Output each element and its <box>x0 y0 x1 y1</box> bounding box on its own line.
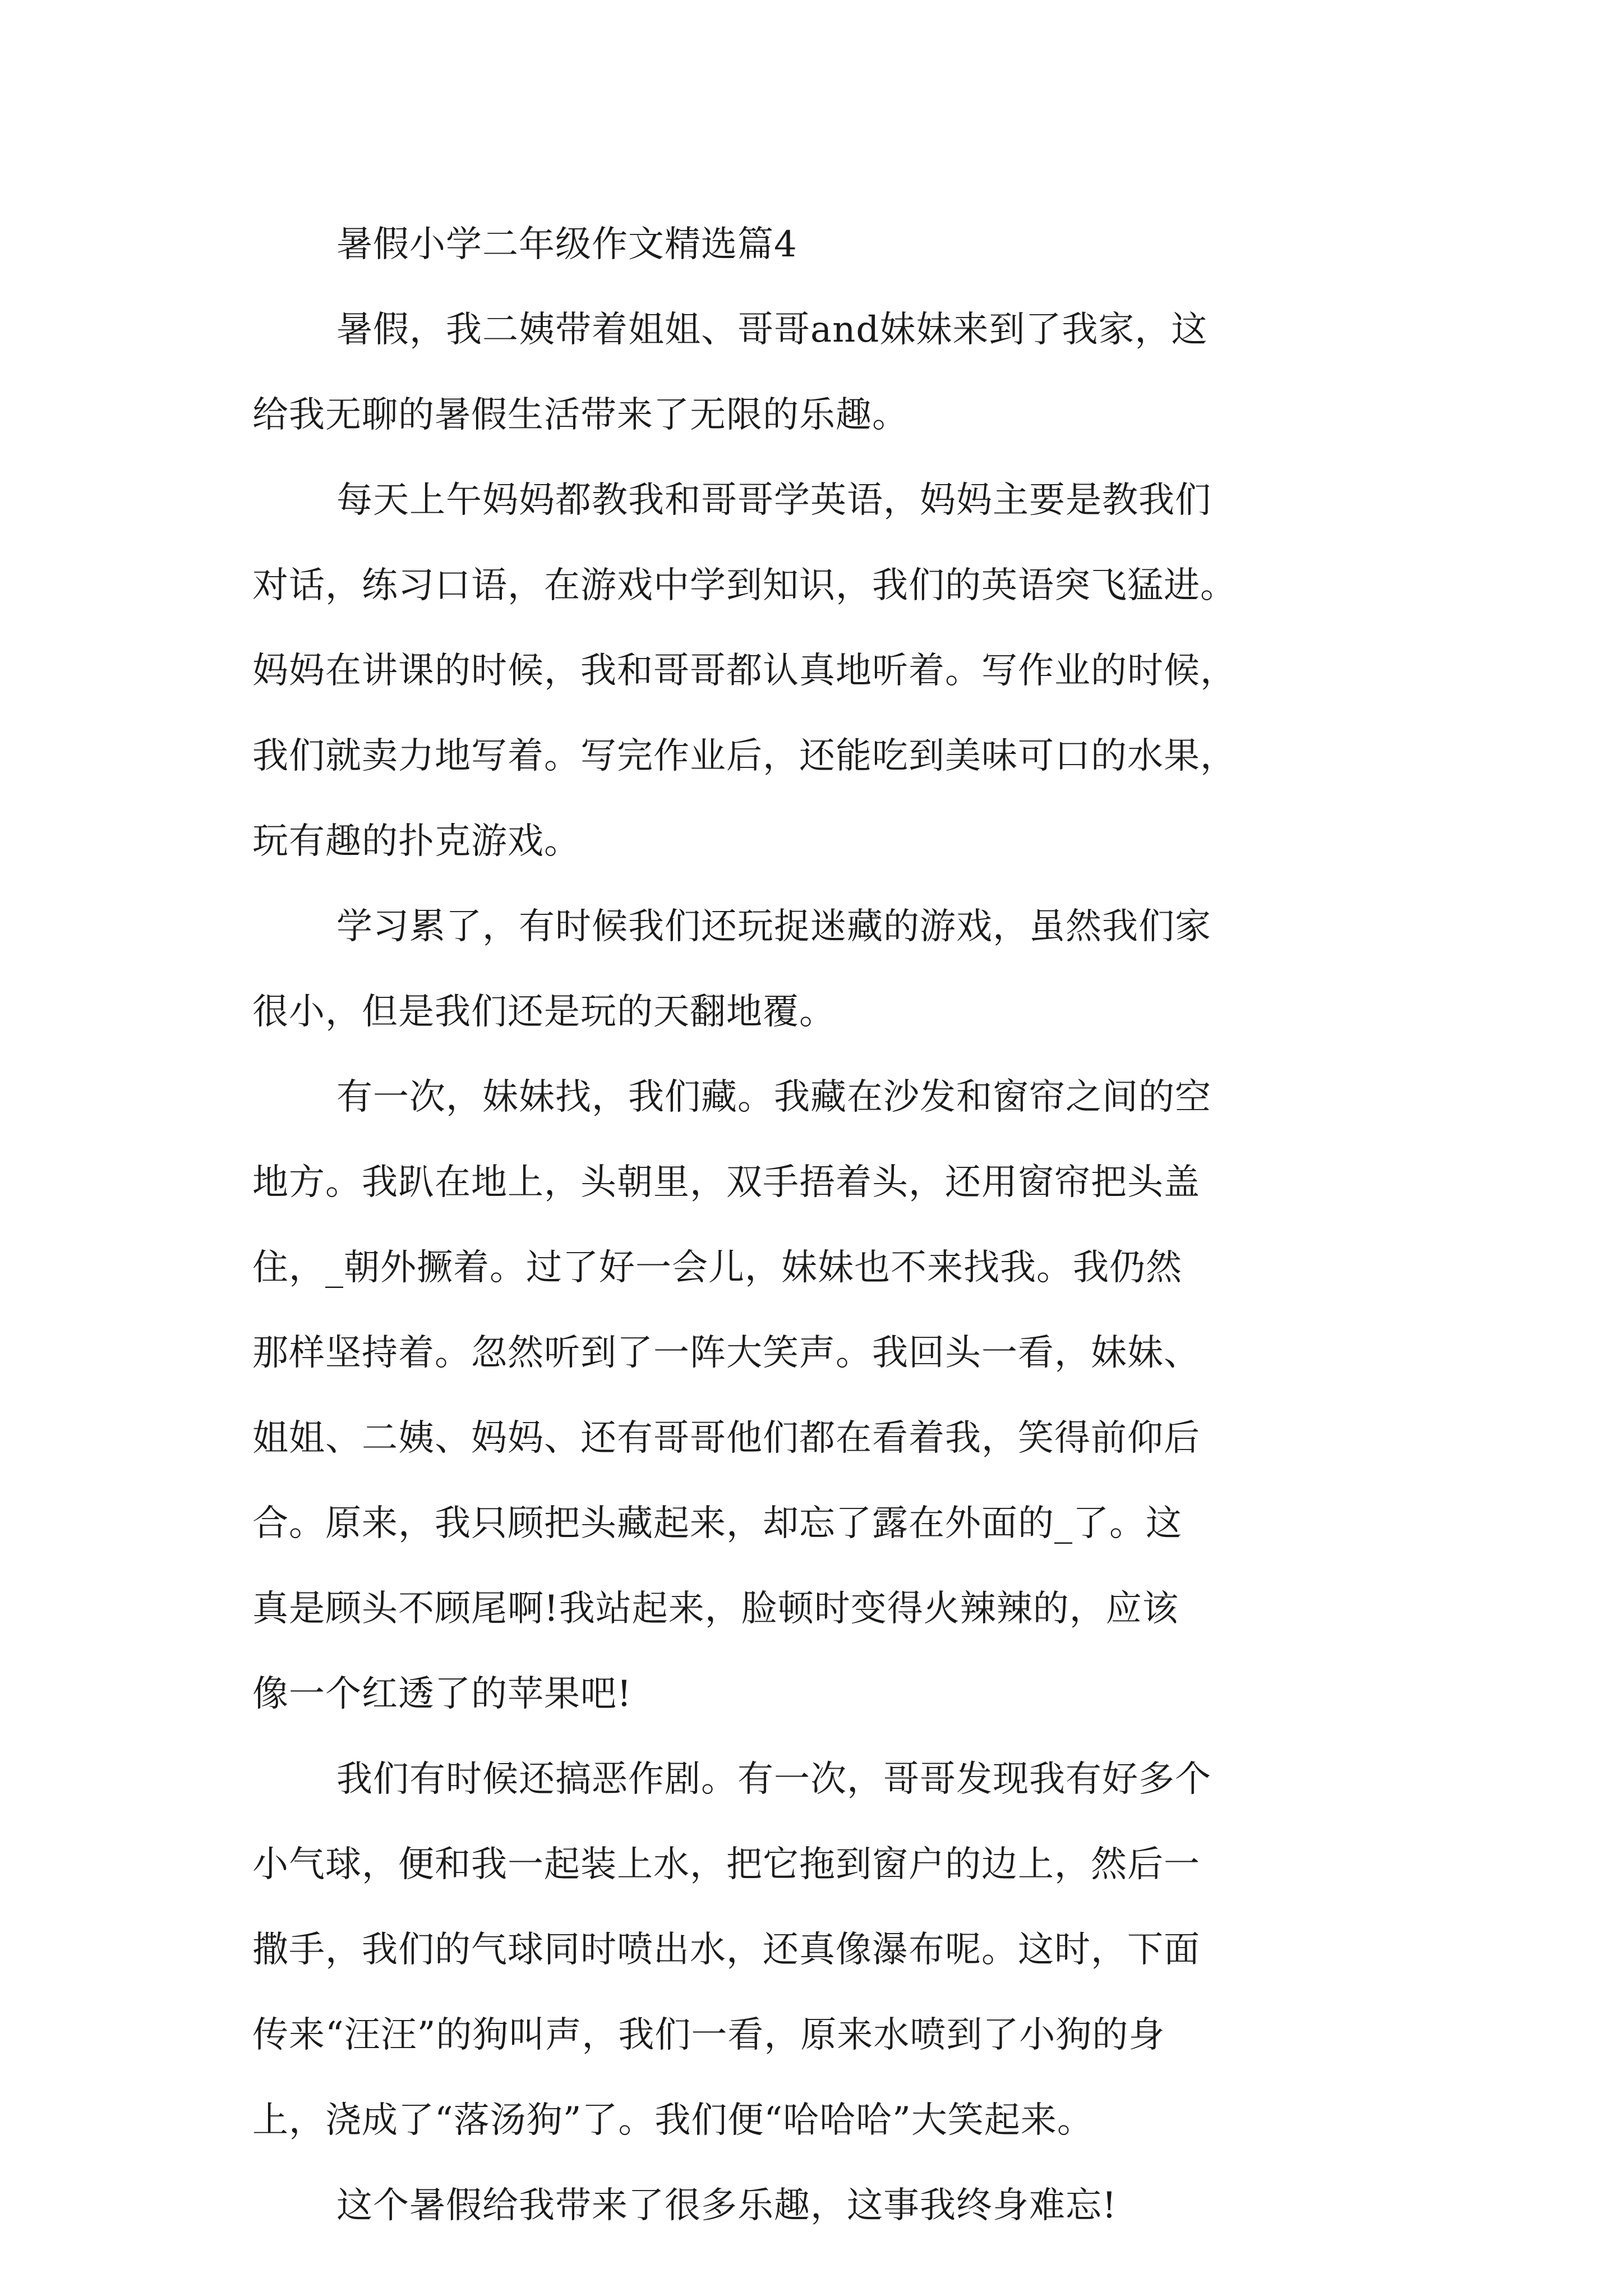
paragraph-line: 这个暑假给我带来了很多乐趣，这事我终身难忘! <box>336 2185 1117 2226</box>
paragraph-line: 合。原来，我只顾把头藏起来，却忘了露在外面的_了。这 <box>252 1503 1182 1544</box>
paragraph-line: 那样坚持着。忽然听到了一阵大笑声。我回头一看，妹妹、 <box>252 1332 1200 1374</box>
document-page <box>252 202 1385 2248</box>
paragraph-6 <box>252 2163 1385 2248</box>
paragraph-line: 学习累了，有时候我们还玩捉迷藏的游戏，虽然我们家 <box>336 906 1211 947</box>
paragraph-line: 每天上午妈妈都教我和哥哥学英语，妈妈主要是教我们 <box>336 480 1211 521</box>
paragraph-line: 妈妈在讲课的时候，我和哥哥都认真地听着。写作业的时候， <box>252 650 1237 692</box>
paragraph-line: 撒手，我们的气球同时喷出水，还真像瀑布呢。这时，下面 <box>252 1929 1200 1971</box>
paragraph-line: 住，_朝外撅着。过了好一会儿，妹妹也不来找我。我仍然 <box>252 1247 1182 1289</box>
paragraph-1 <box>252 287 1385 458</box>
paragraph-line: 对话，练习口语，在游戏中学到知识，我们的英语突飞猛进。 <box>252 565 1237 606</box>
paragraph-line: 我们就卖力地写着。写完作业后，还能吃到美味可口的水果， <box>252 735 1237 777</box>
paragraph-line: 玩有趣的扑克游戏。 <box>252 821 580 862</box>
paragraph-5 <box>252 1737 1385 2163</box>
paragraph-line: 地方。我趴在地上，头朝里，双手捂着头，还用窗帘把头盖 <box>252 1162 1200 1203</box>
paragraph-line: 姐姐、二姨、妈妈、还有哥哥他们都在看着我，笑得前仰后 <box>252 1418 1200 1459</box>
paragraph-line: 我们有时候还搞恶作剧。有一次，哥哥发现我有好多个 <box>336 1759 1211 1800</box>
paragraph-3 <box>252 884 1385 1055</box>
paragraph-4 <box>252 1055 1385 1737</box>
paragraph-line: 给我无聊的暑假生活带来了无限的乐趣。 <box>252 394 909 436</box>
paragraph-line: 像一个红透了的苹果吧! <box>252 1673 632 1715</box>
paragraph-line: 小气球，便和我一起装上水，把它拖到窗户的边上，然后一 <box>252 1844 1200 1885</box>
paragraph-line: 传来“汪汪”的狗叫声，我们一看，原来水喷到了小狗的身 <box>252 2014 1165 2056</box>
paragraph-2 <box>252 458 1385 884</box>
paragraph-line: 很小，但是我们还是玩的天翻地覆。 <box>252 991 836 1033</box>
document-title: 暑假小学二年级作文精选篇4 <box>336 224 797 265</box>
paragraph-line: 真是顾头不顾尾啊!我站起来，脸顿时变得火辣辣的，应该 <box>252 1588 1179 1630</box>
paragraph-line: 上，浇成了“落汤狗”了。我们便“哈哈哈”大笑起来。 <box>252 2100 1094 2141</box>
paragraph-line: 暑假，我二姨带着姐姐、哥哥and妹妹来到了我家，这 <box>336 309 1208 351</box>
paragraph-line: 有一次，妹妹找，我们藏。我藏在沙发和窗帘之间的空 <box>336 1076 1211 1118</box>
